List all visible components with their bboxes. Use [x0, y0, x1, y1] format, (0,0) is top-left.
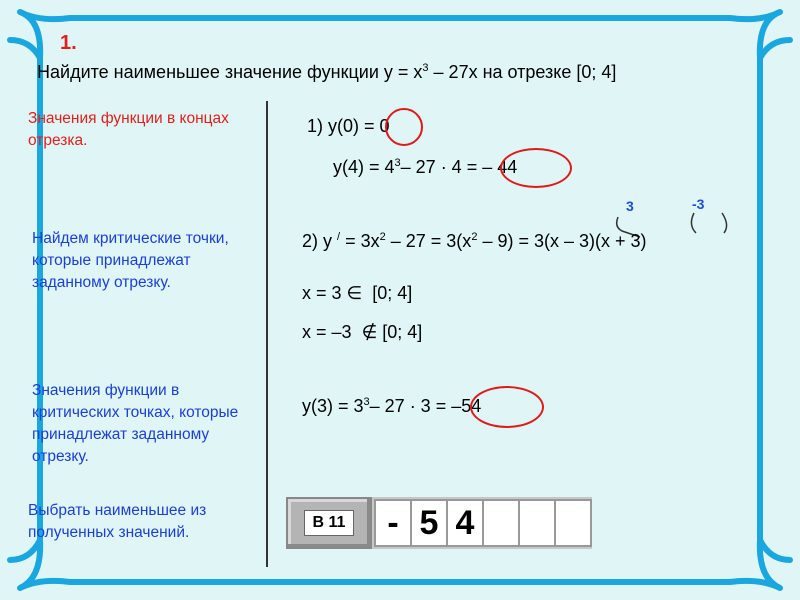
root-mark-positive: 3	[626, 198, 634, 214]
y0-value: 0	[379, 116, 390, 136]
answer-cell[interactable]: 5	[410, 499, 448, 547]
y3-value: –54	[451, 396, 482, 416]
y3-highlight-circle	[470, 386, 544, 428]
not-element-of-symbol: ∉	[361, 322, 378, 342]
root-in-interval: x = 3 ∈ [0; 4]	[302, 283, 413, 303]
answer-cell[interactable]	[554, 499, 592, 547]
note-critical-values: Значения функции в критических точках, которые принадлежат заданному отрезку.	[32, 382, 239, 465]
y4-value: – 44	[482, 157, 518, 177]
note-choose-min: Выбрать наименьшее из полученных значений.	[28, 502, 207, 541]
y0-highlight-circle	[385, 108, 423, 146]
answer-form	[286, 497, 608, 549]
derivative-line: 2) y $^/ = 3x^2 - 27 = 3(x^2 - 9) = 3(x - 3)(x + 3)$	[302, 231, 647, 251]
y4-line: $y(4) = 4^3-$ 27 · 4 = – 44	[333, 157, 518, 177]
answer-cell[interactable]: 4	[446, 499, 484, 547]
note-critical-points: Найдем критические точки, которые принадлежат заданному отрезку.	[32, 230, 229, 291]
root-not-in-interval: x = –3 ∉ [0; 4]	[302, 322, 423, 342]
answer-cell[interactable]: -	[374, 499, 412, 547]
task-statement: Найдите наименьшее значение функции $y = x^3 - 27x$ на отрезке [0; 4]	[37, 62, 617, 82]
answer-label-box	[286, 497, 372, 549]
element-of-symbol: ∈	[346, 283, 363, 303]
problem-number: 1.	[60, 32, 77, 54]
note-endpoints: Значения функции в концах отрезка.	[28, 110, 229, 149]
answer-cell[interactable]	[518, 499, 556, 547]
y4-highlight-circle	[500, 148, 572, 188]
y3-line: $y(3) = 3^3-$ 27 · 3 = –54	[302, 396, 482, 416]
answer-label: В 11	[304, 510, 355, 536]
y0-line: 1) y(0) = 0	[307, 116, 390, 136]
root-mark-negative: -3	[692, 196, 705, 212]
answer-cell[interactable]	[482, 499, 520, 547]
vertical-divider	[266, 101, 268, 567]
answer-cells	[372, 497, 592, 549]
